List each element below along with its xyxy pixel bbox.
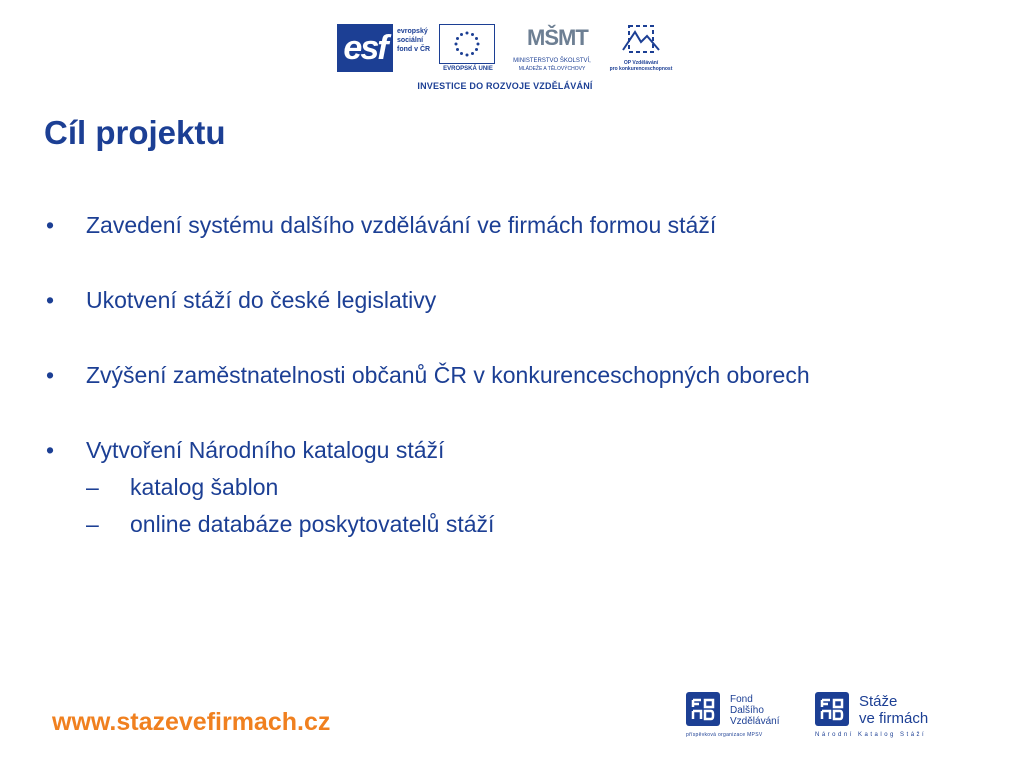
eu-caption: EVROPSKÁ UNIE bbox=[443, 66, 493, 72]
op-vzdelavani-logo bbox=[609, 22, 673, 76]
op-vzdelavani-icon bbox=[609, 22, 673, 58]
staze-ve-firmach-logo bbox=[815, 692, 955, 744]
staze-caption: Národní Katalog Stáží bbox=[815, 732, 927, 738]
esf-logo bbox=[337, 24, 435, 74]
staze-logo-icon bbox=[815, 692, 849, 726]
fond-dalsiho-vzdelavani-logo bbox=[686, 692, 798, 744]
eu-flag-icon bbox=[439, 24, 495, 64]
bullet-item: • Zavedení systému dalšího vzdělávání ve firmách formou stáží bbox=[40, 210, 920, 240]
slide-title: Cíl projektu bbox=[44, 114, 226, 151]
bullet-item: • Ukotvení stáží do české legislativy bbox=[40, 285, 920, 315]
msmt-caption-line1: MINISTERSTVO ŠKOLSTVÍ, bbox=[513, 58, 591, 64]
staze-logo-text: Stáže ve firmách bbox=[859, 693, 929, 727]
fdv-caption: příspěvková organizace MPSV bbox=[686, 732, 763, 738]
fdv-logo-text: Fond Dalšího Vzdělávání bbox=[730, 694, 780, 727]
sub-bullet-item: – katalog šablon bbox=[86, 472, 920, 502]
bullet-item: • Zvýšení zaměstnatelnosti občanů ČR v konkurenceschopných oborech bbox=[40, 360, 920, 390]
bullet-item-text: Vytvoření Národního katalogu stáží bbox=[86, 437, 445, 463]
header-logo-band bbox=[337, 22, 672, 94]
msmt-caption-line2: MLÁDEŽE A TĚLOVÝCHOVY bbox=[518, 66, 586, 72]
bullet-list bbox=[40, 210, 920, 539]
op-vzdelavani-caption: OP Vzdělávání pro konkurenceschopnost bbox=[609, 60, 673, 72]
esf-logo-text: evropský sociální fond v ČR bbox=[397, 28, 431, 53]
esf-logo-mark: esf bbox=[337, 24, 393, 72]
fdv-logo-icon bbox=[686, 692, 720, 726]
msmt-logo bbox=[501, 22, 603, 76]
investice-tagline: INVESTICE DO ROZVOJE VZDĚLÁVÁNÍ bbox=[417, 81, 593, 91]
website-url: www.stazevefirmach.cz bbox=[52, 708, 331, 736]
sub-bullet-item: – online databáze poskytovatelů stáží bbox=[86, 509, 920, 539]
sub-bullet-list bbox=[86, 472, 920, 539]
eu-logo bbox=[437, 24, 497, 74]
bullet-item-with-subitems bbox=[40, 435, 920, 539]
msmt-logo-mark: MŠMT bbox=[527, 25, 588, 50]
